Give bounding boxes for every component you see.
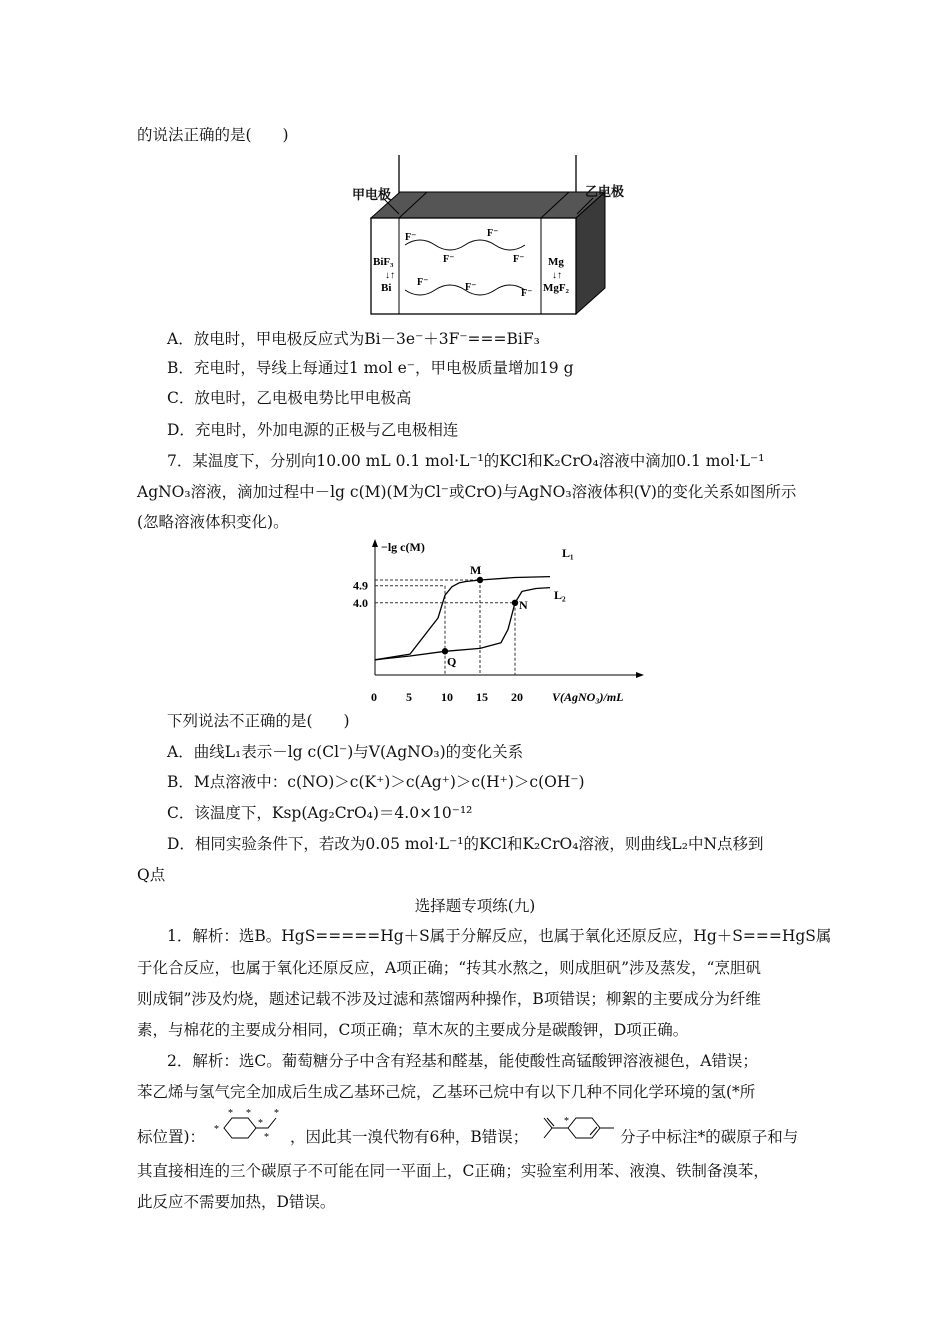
x-tick-label: 15: [476, 690, 488, 704]
x-tick-label: 0: [371, 690, 377, 704]
x-tick-label: 10: [441, 690, 453, 704]
answers-title: 选择题专项练(九): [414, 897, 536, 915]
svg-text:*: *: [228, 1108, 233, 1119]
ion-label: F⁻: [417, 277, 429, 288]
answer2-line: 此反应不需要加热，D错误。: [137, 1193, 336, 1211]
point-label: N: [519, 597, 528, 612]
series-label: L₁: [562, 546, 574, 560]
battery-diagram: [345, 150, 645, 320]
svg-text:*: *: [214, 1124, 219, 1135]
bi-label: Bi: [381, 282, 392, 294]
mgf2-label: MgF₂: [543, 282, 569, 294]
q7-option-d: D．相同实验条件下，若改为0.05 mol·L⁻¹的KCl和K₂CrO₄溶液，则曲线L₂中N点移到: [167, 835, 764, 853]
q6-option-c: C．放电时，乙电极电势比甲电极高: [167, 389, 412, 407]
data-point: [477, 577, 483, 583]
right-electrode-label: 乙电极: [585, 185, 625, 200]
q7-option-c: C．该温度下，Ksp(Ag₂CrO₄)＝4.0×10⁻¹²: [167, 804, 473, 822]
ion-label: F⁻: [487, 228, 499, 239]
answer2-line: 分子中标注*的碳原子和与: [620, 1128, 799, 1146]
y-axis-label: −lg c(M): [381, 540, 425, 554]
answer2-line: 标位置)：: [137, 1128, 206, 1146]
answer2-line: 其直接相连的三个碳原子不可能在同一平面上，C正确；实验室利用苯、液溴、铁制备溴苯，: [137, 1162, 769, 1180]
series-label: L₂: [554, 588, 566, 602]
answer2-line: ，因此其一溴代物有6种，B错误；: [290, 1128, 529, 1146]
q7-option-a: A．曲线L₁表示－lg c(Cl⁻)与V(AgNO₃)的变化关系: [167, 743, 524, 761]
q6-stem: 的说法正确的是( ): [137, 126, 289, 144]
ion-label: F⁻: [465, 282, 477, 293]
x-axis-label: V(AgNO₃)/mL: [552, 690, 624, 704]
data-point: [512, 600, 518, 606]
mg-label: Mg: [548, 256, 564, 268]
ethylcyclohexane-structure: [210, 1108, 290, 1148]
q7-stem-line3: (忽略溶液体积变化)。: [137, 513, 289, 531]
terpene-structure: [540, 1110, 620, 1146]
answer2-line: 苯乙烯与氢气完全加成后生成乙基环己烷，乙基环己烷中有以下几种不同化学环境的氢(*所: [137, 1083, 756, 1101]
svg-text:*: *: [258, 1118, 263, 1129]
q6-option-a: A．放电时，甲电极反应式为Bi－3e⁻＋3F⁻===BiF₃: [167, 330, 540, 348]
point-label: Q: [447, 654, 457, 669]
ion-label: F⁻: [513, 254, 525, 265]
ion-label: F⁻: [443, 254, 455, 265]
answer1-line: 则成铜”涉及灼烧，题述记载不涉及过滤和蒸馏两种操作，B项错误；柳絮的主要成分为纤维: [137, 990, 761, 1008]
point-label: M: [470, 563, 482, 577]
q7-stem-line2: AgNO₃溶液，滴加过程中－lg c(M)(M为Cl⁻或CrO)与AgNO₃溶液体积(V)的变化关系如图所示: [137, 483, 797, 501]
bif3-label: BiF₃: [373, 256, 394, 268]
svg-text:↓↑: ↓↑: [552, 270, 562, 281]
q7-option-d-cont: Q点: [137, 866, 166, 884]
svg-text:*: *: [246, 1108, 251, 1119]
svg-text:↓↑: ↓↑: [385, 270, 395, 281]
series-line-1: [375, 577, 550, 660]
ion-label: F⁻: [521, 288, 533, 299]
x-tick-label: 5: [406, 690, 412, 704]
x-tick-label: 20: [511, 690, 523, 704]
svg-text:*: *: [274, 1108, 279, 1119]
y-axis-arrow: [372, 539, 378, 547]
y-tick-label: 4.0: [353, 595, 368, 610]
answer1-line: 1．解析：选B。HgS=====Hg＋S属于分解反应，也属于氧化还原反应，Hg＋S===HgS属: [167, 927, 832, 945]
left-electrode-label: 甲电极: [352, 188, 392, 203]
answer1-line: 于化合反应，也属于氧化还原反应，A项正确；“抟其水熬之，则成胆矾”涉及蒸发，“烹胆矾: [137, 959, 761, 977]
answer1-line: 素，与棉花的主要成分相同，C项正确；草木灰的主要成分是碳酸钾，D项正确。: [137, 1021, 689, 1039]
q7-prompt: 下列说法不正确的是( ): [167, 712, 350, 730]
q6-option-b: B．充电时，导线上每通过1 mol e⁻，甲电极质量增加19 g: [167, 359, 574, 377]
q7-stem-line1: 7．某温度下，分别向10.00 mL 0.1 mol·L⁻¹的KCl和K₂CrO₄溶液中滴加0.1 mol·L⁻¹: [167, 452, 765, 470]
y-tick-label: 4.9: [353, 578, 368, 593]
q6-option-d: D．充电时，外加电源的正极与乙电极相连: [167, 421, 459, 439]
svg-text:*: *: [264, 1132, 269, 1143]
x-axis-arrow: [636, 672, 644, 678]
answer2-line: 2．解析：选C。葡萄糖分子中含有羟基和醛基，能使酸性高锰酸钾溶液褪色，A错误；: [167, 1052, 758, 1070]
q7-option-b: B．M点溶液中：c(NO)＞c(K⁺)＞c(Ag⁺)＞c(H⁺)＞c(OH⁻): [167, 773, 585, 791]
titration-chart: [340, 535, 650, 707]
ion-label: F⁻: [405, 232, 417, 243]
svg-text:*: *: [564, 1116, 569, 1127]
